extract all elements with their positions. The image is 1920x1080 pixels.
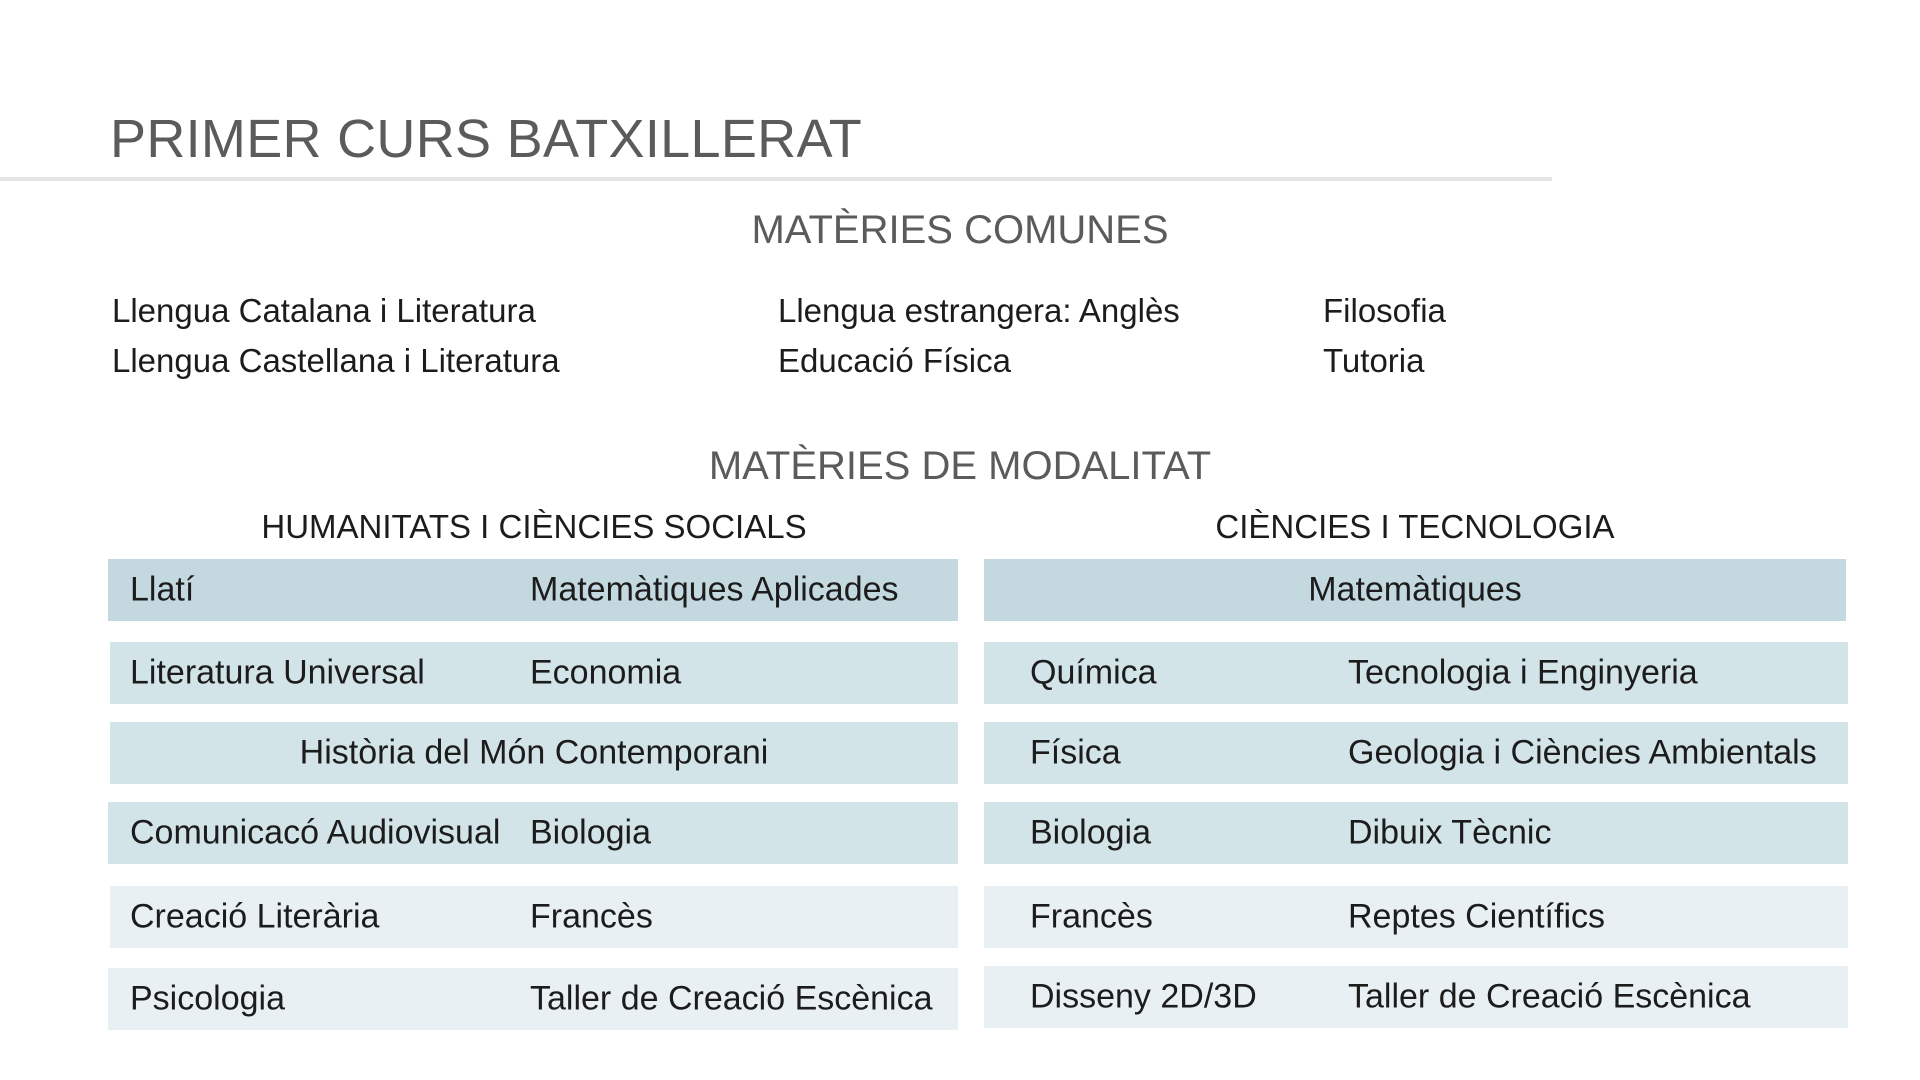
subject-cell: Creació Literària: [130, 897, 380, 936]
common-subject: Filosofia: [1323, 292, 1446, 329]
common-subject: Llengua Castellana i Literatura: [112, 342, 560, 379]
sciences-row: [984, 886, 1848, 948]
humanities-row: [108, 802, 958, 864]
subject-cell: Biologia: [530, 813, 651, 852]
common-subject: Educació Física: [778, 342, 1011, 379]
sciences-row: [984, 642, 1848, 704]
subject-cell: Taller de Creació Escènica: [530, 979, 933, 1018]
subject-cell: Física: [1030, 733, 1121, 772]
common-column-3: [1323, 286, 1446, 386]
page-title: PRIMER CURS BATXILLERAT: [110, 109, 863, 169]
common-column-1: [112, 286, 560, 386]
common-subject: Llengua Catalana i Literatura: [112, 292, 536, 329]
title-divider: [0, 177, 1552, 181]
sciences-row: [984, 802, 1848, 864]
subject-cell: Química: [1030, 653, 1157, 692]
subject-cell: Matemàtiques: [1308, 570, 1522, 609]
humanities-row: [110, 722, 958, 784]
sciences-heading: CIÈNCIES I TECNOLOGIA: [1215, 508, 1615, 545]
common-subject: Tutoria: [1323, 342, 1425, 379]
subject-cell: Reptes Científics: [1348, 897, 1605, 936]
subject-cell: Geologia i Ciències Ambientals: [1348, 733, 1817, 772]
subject-cell: Economia: [530, 653, 682, 692]
humanities-row: [108, 968, 958, 1030]
subject-cell: Llatí: [130, 570, 195, 609]
common-subjects-heading: MATÈRIES COMUNES: [751, 208, 1169, 252]
modality-subjects-heading: MATÈRIES DE MODALITAT: [708, 444, 1212, 488]
subject-cell: Comunicacó Audiovisual: [130, 813, 501, 852]
subject-cell: Dibuix Tècnic: [1348, 813, 1552, 852]
subject-cell: Literatura Universal: [130, 653, 425, 692]
subject-cell: Matemàtiques Aplicades: [530, 570, 899, 609]
sciences-row: [984, 559, 1846, 621]
sciences-row: [984, 966, 1848, 1028]
humanities-heading: HUMANITATS I CIÈNCIES SOCIALS: [261, 508, 807, 545]
subject-cell: Psicologia: [130, 979, 285, 1018]
humanities-row: [110, 642, 958, 704]
subject-cell: Tecnologia i Enginyeria: [1348, 653, 1698, 692]
subject-cell: Francès: [1030, 897, 1153, 936]
sciences-row: [984, 722, 1848, 784]
humanities-row: [110, 886, 958, 948]
subject-cell: Història del Món Contemporani: [299, 733, 769, 772]
common-subject: Llengua estrangera: Anglès: [778, 292, 1180, 329]
subject-cell: Francès: [530, 897, 653, 936]
common-column-2: [778, 286, 1180, 386]
subject-cell: Disseny 2D/3D: [1030, 977, 1257, 1016]
subject-cell: Biologia: [1030, 813, 1151, 852]
subject-cell: Taller de Creació Escènica: [1348, 977, 1751, 1016]
humanities-row: [108, 559, 958, 621]
